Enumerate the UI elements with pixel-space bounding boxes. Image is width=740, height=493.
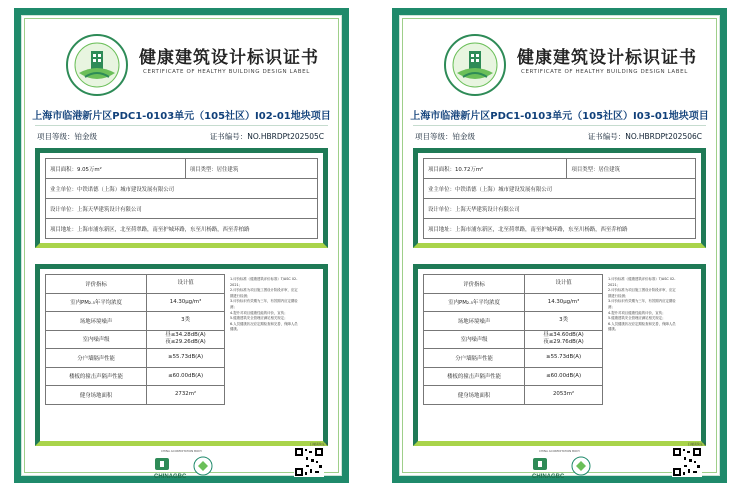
indicator-value: ≤60.00dB(A) <box>525 367 603 386</box>
indicator-value: 昼≤34.60dB(A) 夜≤29.76dB(A) <box>525 330 603 349</box>
certificate-title: 健康建筑设计标识证书 <box>139 48 319 68</box>
indicator-panel <box>35 264 328 446</box>
divider <box>413 125 706 126</box>
design-unit: 设计单位：上海天华建筑设计有限公司 <box>424 199 696 219</box>
owner-unit: 业主单位：中铁诺德（上海）城市建设发展有限公司 <box>46 179 318 199</box>
healthy-building-logo-icon <box>65 33 129 97</box>
certificate-number: 证书编号：NO.HBRDPt202505C <box>209 132 324 141</box>
indicator-row <box>46 293 225 312</box>
project-name: 上海市临港新片区PDC1-0103单元（105社区）I03-01地块项目 <box>410 111 709 122</box>
svg-text:CHINAGBC: CHINAGBC <box>154 474 187 480</box>
divider <box>35 125 328 126</box>
qr-caption: 扫描查验证书 <box>309 442 328 446</box>
indicator-value: 14.30μg/m³ <box>147 293 225 312</box>
certificate-subtitle: CERTIFICATE OF HEALTHY BUILDING DESIGN LABEL <box>521 69 688 75</box>
indicator-value: ≥55.73dB(A) <box>525 349 603 368</box>
indicator-row <box>424 386 603 405</box>
indicator-row <box>46 349 225 368</box>
owner-unit: 业主单位：中铁诺德（上海）城市建设发展有限公司 <box>424 179 696 199</box>
healthy-building-logo-icon <box>443 33 507 97</box>
indicator-header-row <box>424 275 603 294</box>
certificate-subtitle: CERTIFICATE OF HEALTHY BUILDING DESIGN LABEL <box>143 69 310 75</box>
indicator-value: 14.30μg/m³ <box>525 293 603 312</box>
indicator-row <box>424 312 603 331</box>
indicator-table <box>423 274 603 405</box>
indicator-name: 室内噪声级 <box>46 330 147 349</box>
evaluation-notes: 1.评价标准《健康建筑评价标准》T/ASC 02-2021； 2.评价标准为项目施工图设计阶段评审，应定期进行检测； 3.评价标识有效期为三年，有效期内应定期检测； 4.提升对项目健康性能的评价，宣传； 5.健康建筑安全管理应满足相关规定； 6.人员健康状况应定期检查和完善，保障人员健康。 <box>230 277 298 332</box>
project-type: 项目类型：居住建筑 <box>567 159 696 179</box>
indicator-name: 场地环境噪声 <box>424 312 525 331</box>
indicator-value: 3类 <box>525 312 603 331</box>
indicator-table <box>45 274 225 405</box>
indicator-row <box>424 293 603 312</box>
project-type: 项目类型：居住建筑 <box>185 159 317 179</box>
project-address: 项目地址：上海市浦东新区，北至荷翠路，南至护城环路，东至川杨路，西至乔柏路 <box>46 219 318 239</box>
indicator-name: 室内PM₂.₅年平均浓度 <box>46 293 147 312</box>
indicator-value: 设计值 <box>525 275 603 294</box>
footer-caption: CHINA ACCREDITATION BODY <box>161 449 202 453</box>
indicator-row <box>424 349 603 368</box>
indicator-name: 室内噪声级 <box>424 330 525 349</box>
indicator-row <box>424 330 603 349</box>
project-info-panel <box>35 148 328 248</box>
project-name: 上海市临港新片区PDC1-0103单元（105社区）I02-01地块项目 <box>32 111 331 122</box>
indicator-name: 评价指标 <box>46 275 147 294</box>
footer-caption: CHINA ACCREDITATION BODY <box>539 449 580 453</box>
indicator-name: 评价指标 <box>424 275 525 294</box>
design-unit: 设计单位：上海天华建筑设计有限公司 <box>46 199 318 219</box>
qr-code-icon[interactable] <box>672 447 702 477</box>
project-level: 项目等级：铂金级 <box>415 132 475 141</box>
evaluation-notes: 1.评价标准《健康建筑评价标准》T/ASC 02-2021； 2.评价标准为项目施工图设计阶段评审，应定期进行检测； 3.评价标识有效期为三年，有效期内应定期检测； 4.提升对项目健康性能的评价，宣传； 5.健康建筑安全管理应满足相关规定； 6.人员健康状况应定期检查和完善，保障人员健康。 <box>608 277 676 332</box>
indicator-header-row <box>46 275 225 294</box>
indicator-row <box>46 386 225 405</box>
indicator-name: 楼板的撞击声隔声性能 <box>46 367 147 386</box>
indicator-value: 设计值 <box>147 275 225 294</box>
qr-code-icon[interactable] <box>294 447 324 477</box>
indicator-name: 楼板的撞击声隔声性能 <box>424 367 525 386</box>
indicator-name: 健身场地面积 <box>424 386 525 405</box>
project-area: 项目面积：10.72万m² <box>424 159 567 179</box>
certificate-left <box>14 8 349 483</box>
certificate-right <box>392 8 727 483</box>
chinagbc-logo-icon <box>153 455 223 481</box>
project-info-table <box>423 158 696 239</box>
indicator-row <box>424 367 603 386</box>
indicator-name: 健身场地面积 <box>46 386 147 405</box>
project-info-panel <box>413 148 706 248</box>
project-level: 项目等级：铂金级 <box>37 132 97 141</box>
indicator-name: 场地环境噪声 <box>46 312 147 331</box>
certificate-number: 证书编号：NO.HBRDPt202506C <box>587 132 702 141</box>
indicator-row <box>46 312 225 331</box>
indicator-value: 3类 <box>147 312 225 331</box>
svg-text:CHINAGBC: CHINAGBC <box>532 474 565 480</box>
project-info-table <box>45 158 318 239</box>
indicator-row <box>46 367 225 386</box>
indicator-value: ≤60.00dB(A) <box>147 367 225 386</box>
indicator-row <box>46 330 225 349</box>
indicator-value: 2732m² <box>147 386 225 405</box>
project-address: 项目地址：上海市浦东新区，北至荷翠路，南至护城环路，东至川杨路，西至乔柏路 <box>424 219 696 239</box>
indicator-name: 分户墙隔声性能 <box>424 349 525 368</box>
indicator-value: 2053m² <box>525 386 603 405</box>
indicator-value: ≥55.73dB(A) <box>147 349 225 368</box>
indicator-name: 分户墙隔声性能 <box>46 349 147 368</box>
chinagbc-logo-icon <box>531 455 601 481</box>
qr-caption: 扫描查验证书 <box>687 442 706 446</box>
indicator-value: 昼≤34.28dB(A) 夜≤29.26dB(A) <box>147 330 225 349</box>
indicator-name: 室内PM₂.₅年平均浓度 <box>424 293 525 312</box>
certificate-title: 健康建筑设计标识证书 <box>517 48 697 68</box>
project-area: 项目面积：9.05万m² <box>46 159 186 179</box>
indicator-panel <box>413 264 706 446</box>
